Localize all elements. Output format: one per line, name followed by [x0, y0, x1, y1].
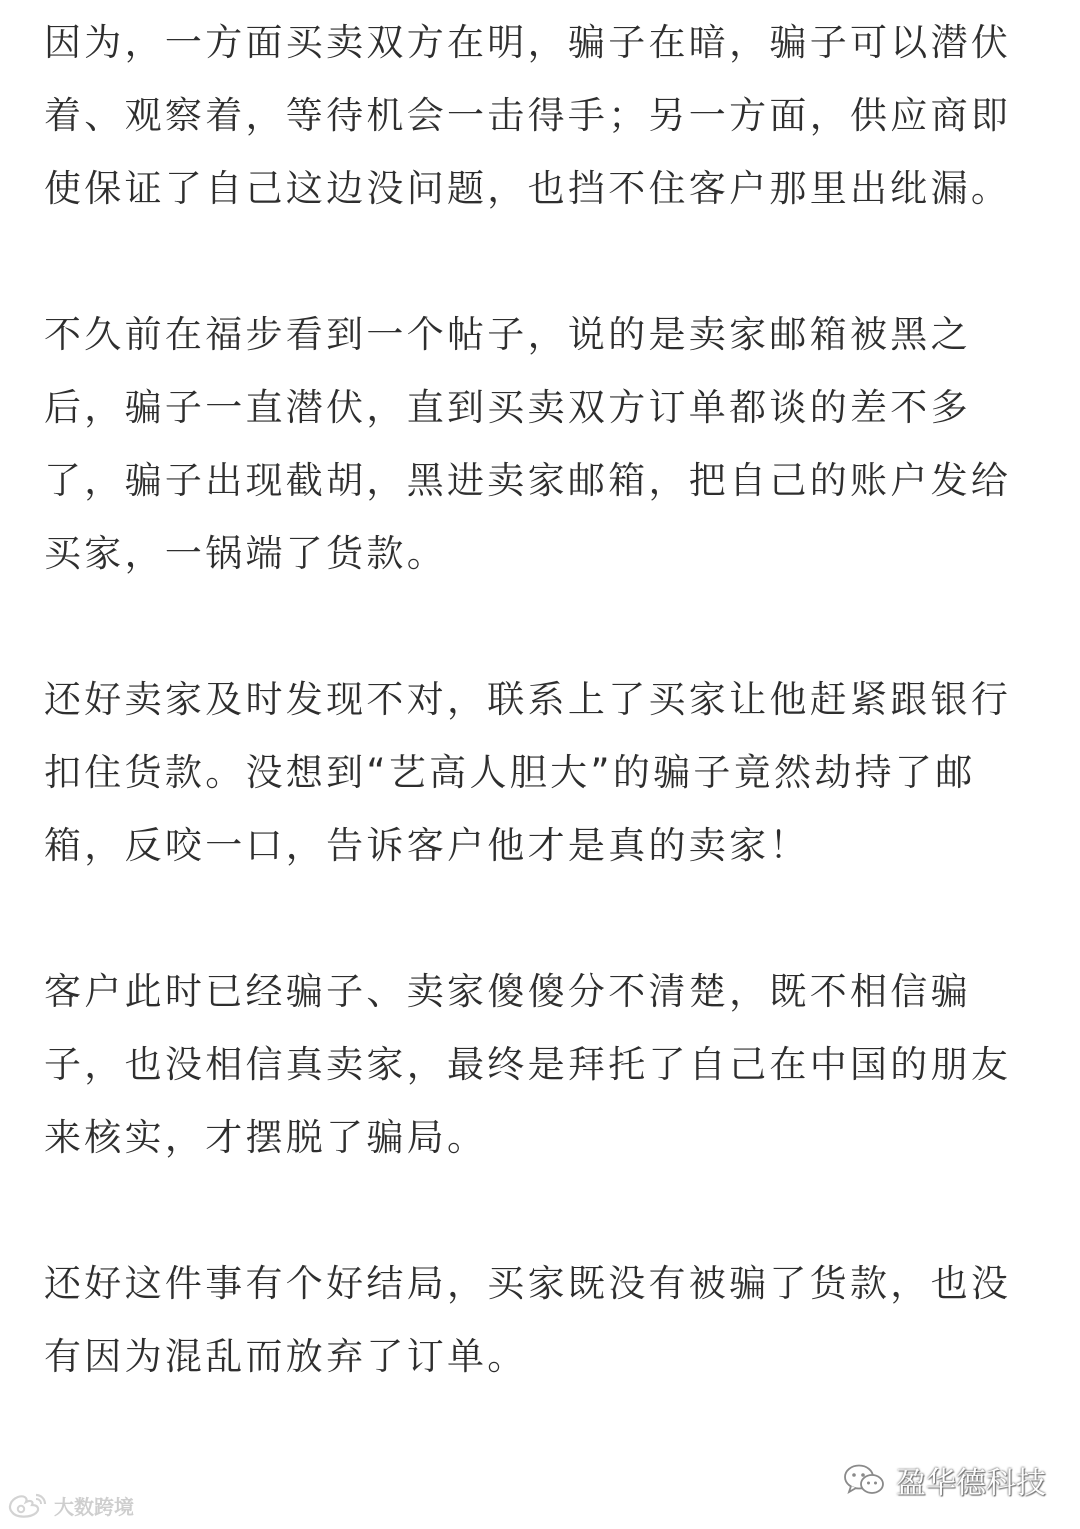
article-paragraph: 因为，一方面买卖双方在明，骗子在暗，骗子可以潜伏着、观察着，等待机会一击得手；另一方面，供应商即使保证了自己这边没问题，也挡不住客户那里出纰漏。	[44, 21, 1012, 210]
account-watermark	[842, 1458, 1046, 1502]
article-paragraph: 还好这件事有个好结局，买家既没有被骗了货款，也没有因为混乱而放弃了订单。	[44, 1262, 1012, 1378]
source-watermark-text: 大数跨境	[54, 1494, 134, 1519]
article-paragraph: 还好卖家及时发现不对，联系上了买家让他赶紧跟银行扣住货款。没想到“艺高人胆大”的骗子竟然劫持了邮箱，反咬一口，告诉客户他才是真的卖家！	[44, 678, 1012, 867]
weibo-icon	[6, 1490, 50, 1520]
source-watermark	[6, 1490, 134, 1520]
article-body	[44, 6, 1044, 1393]
wechat-icon	[842, 1462, 886, 1498]
article-paragraph: 客户此时已经骗子、卖家傻傻分不清楚，既不相信骗子，也没相信真卖家，最终是拜托了自己在中国的朋友来核实，才摆脱了骗局。	[44, 970, 1012, 1159]
article-paragraph: 不久前在福步看到一个帖子，说的是卖家邮箱被黑之后，骗子一直潜伏，直到买卖双方订单都谈的差不多了，骗子出现截胡，黑进卖家邮箱，把自己的账户发给买家，一锅端了货款。	[44, 313, 1012, 575]
account-watermark-text: 盈华德科技	[896, 1466, 1046, 1501]
